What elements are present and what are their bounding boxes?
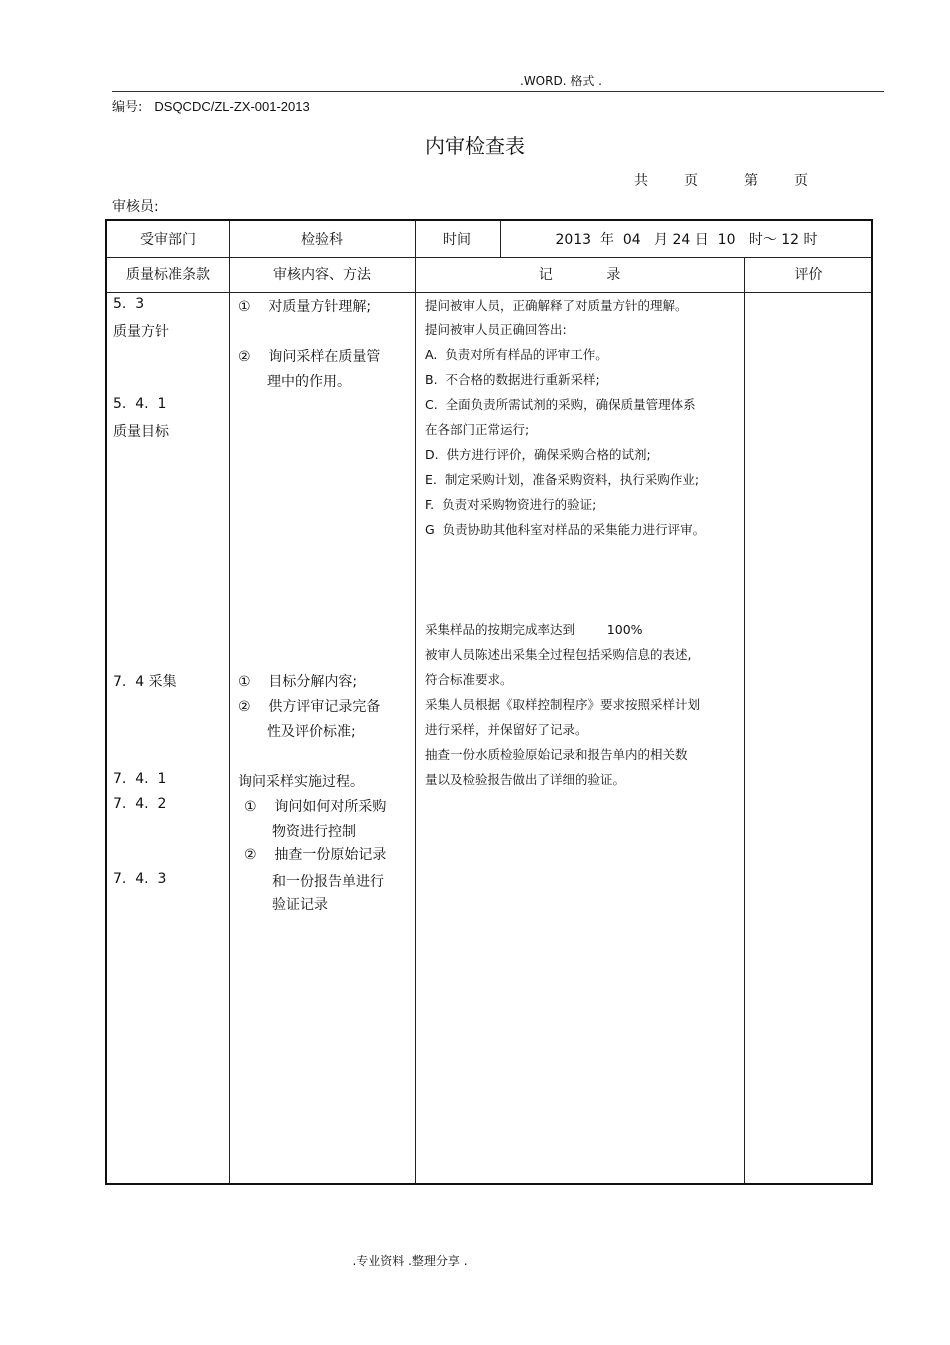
time-value: 2013 年 04 月 24 日 10 时～ 12 时 <box>555 232 818 248</box>
record-line: E. 制定采购计划，准备采购资料，执行采购作业; <box>425 472 700 487</box>
clause-item: 质量目标 <box>113 424 169 440</box>
record-line: G 负责协助其他科室对样品的采集能力进行评审。 <box>425 522 706 537</box>
record-line: D. 供方进行评价，确保采购合格的试剂; <box>425 447 651 462</box>
content-item: ② 抽查一份原始记录 <box>244 847 387 863</box>
clause-item: 7. 4. 3 <box>113 871 167 887</box>
page-total-label: 共 <box>634 173 648 189</box>
document-number-label: 编号: <box>112 100 143 115</box>
document-number <box>112 96 310 115</box>
record-line: F. 负责对采购物资进行的验证; <box>425 497 597 512</box>
content-item: 和一份报告单进行 <box>272 874 384 890</box>
audit-checklist-table <box>105 219 873 1185</box>
row-divider <box>107 292 871 293</box>
content-item: ② 询问采样在质量管 <box>238 349 381 365</box>
record-line: C. 全面负责所需试剂的采购，确保质量管理体系 <box>425 397 696 412</box>
column-divider <box>415 221 416 1183</box>
column-divider <box>744 257 745 1183</box>
header-evaluation: 评价 <box>794 267 823 283</box>
record-line: 采集人员根据《取样控制程序》要求按照采样计划 <box>425 697 701 712</box>
clause-item: 7. 4. 2 <box>113 796 167 812</box>
page-unit-2: 页 <box>794 173 808 189</box>
content-item: 理中的作用。 <box>267 374 351 390</box>
clause-item: 5. 3 <box>113 296 145 312</box>
audited-dept-value: 检验科 <box>301 232 343 248</box>
content-item: ② 供方评审记录完备 <box>238 699 381 715</box>
header-divider <box>112 91 884 92</box>
clause-item: 7. 4. 1 <box>113 771 167 787</box>
clause-item: 7. 4 采集 <box>113 674 177 690</box>
record-line: 量以及检验报告做出了详细的验证。 <box>425 772 626 787</box>
time-label: 时间 <box>443 232 471 248</box>
clause-item: 5. 4. 1 <box>113 396 167 412</box>
content-item: 询问采样实施过程。 <box>238 774 364 790</box>
content-item: ① 对质量方针理解; <box>238 299 372 315</box>
record-line: A. 负责对所有样品的评审工作。 <box>425 347 608 362</box>
column-divider <box>229 221 230 1183</box>
record-line: 被审人员陈述出采集全过程包括采购信息的表述, <box>425 647 692 662</box>
document-number-value: DSQCDC/ZL-ZX-001-2013 <box>154 99 310 114</box>
content-item: ① 询问如何对所采购 <box>244 799 387 815</box>
record-line: 提问被审人员正确回答出: <box>425 322 567 337</box>
record-line: 进行采样，并保留好了记录。 <box>425 722 588 737</box>
header-clause: 质量标准条款 <box>126 267 210 283</box>
header-word-format: .WORD. 格式 . <box>520 74 602 88</box>
content-item: ① 目标分解内容; <box>238 674 358 690</box>
content-item: 验证记录 <box>272 897 328 913</box>
record-line: 提问被审人员，正确解释了对质量方针的理解。 <box>425 298 688 313</box>
content-item: 物资进行控制 <box>272 824 356 840</box>
record-line: 采集样品的按期完成率达到 100% <box>425 622 643 637</box>
record-line: 符合标准要求。 <box>425 672 513 687</box>
row-divider <box>107 257 871 258</box>
page-unit-1: 页 <box>684 173 698 189</box>
page-title: 内审检查表 <box>425 134 525 158</box>
clause-item: 质量方针 <box>113 324 169 340</box>
footer-note: .专业资料 .整理分享 . <box>352 1254 468 1268</box>
record-line: 在各部门正常运行; <box>425 422 530 437</box>
auditor-label: 审核员: <box>112 199 159 215</box>
header-record: 记 录 <box>538 267 621 283</box>
page-current-label: 第 <box>744 173 758 189</box>
record-line: B. 不合格的数据进行重新采样; <box>425 372 600 387</box>
header-content: 审核内容、方法 <box>273 267 371 283</box>
audited-dept-label: 受审部门 <box>140 232 196 248</box>
content-item: 性及评价标准; <box>267 724 356 740</box>
record-line: 抽查一份水质检验原始记录和报告单内的相关数 <box>425 747 688 762</box>
